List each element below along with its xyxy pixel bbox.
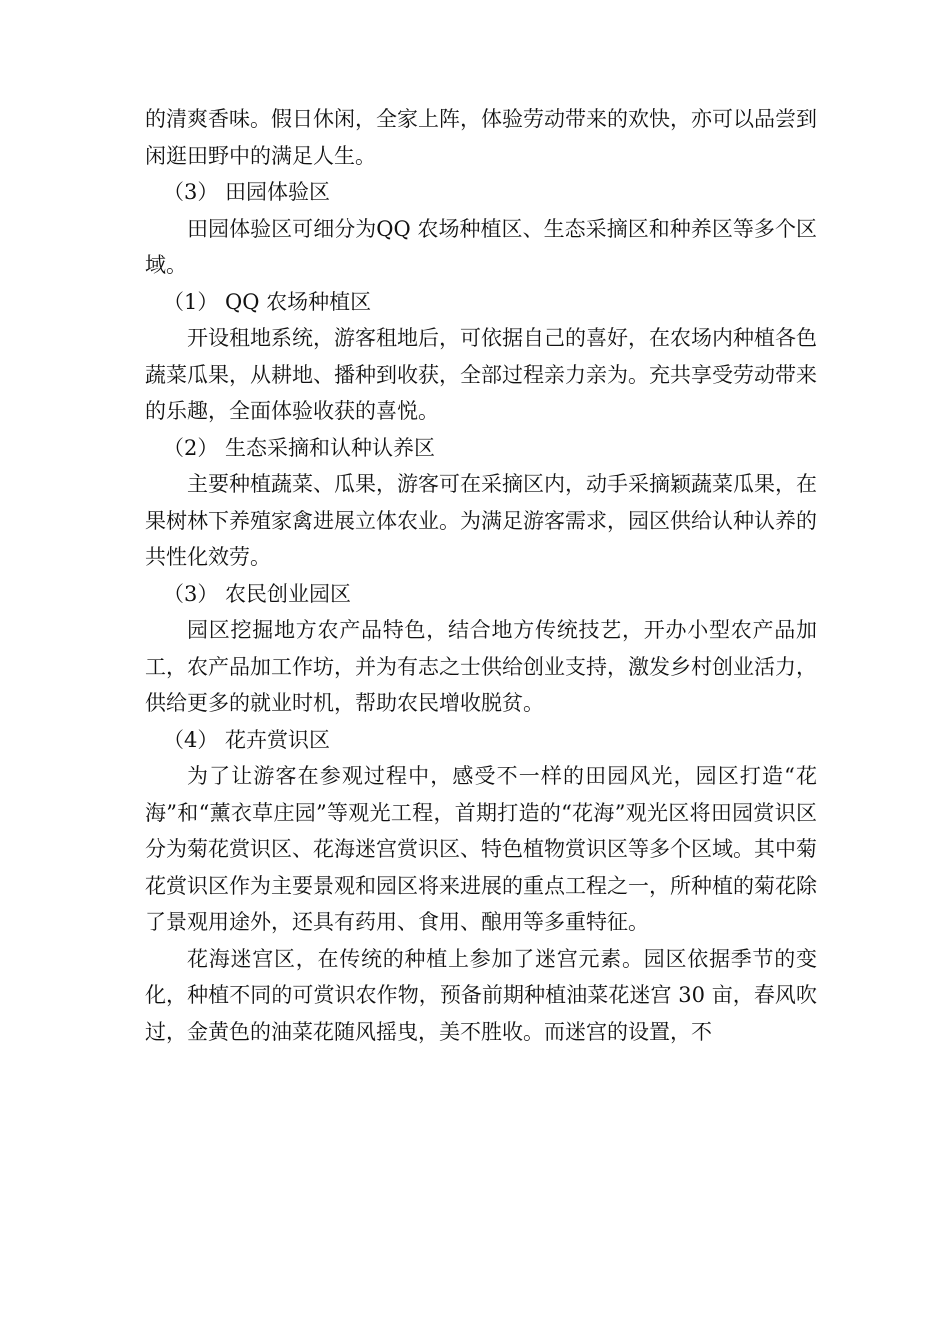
section-heading-field-experience: （3） 田园体验区 [163, 180, 331, 204]
paragraph-flower-maze: 花海迷宫区，在传统的种植上参加了迷宫元素。园区依据季节的变化，种植不同的可赏识农作物，预备前期种植油菜花迷宫 30 亩，春风吹过，金黄色的油菜花随风摇曳，美不胜收。而迷宫的设置，不 [145, 946, 817, 1044]
paragraph-flower-viewing: 为了让游客在参观过程中，感受不一样的田园风光，园区打造“花海”和“薰衣草庄园”等观光工程，首期打造的“花海”观光区将田园赏识区分为菊花赏识区、花海迷宫赏识区、特色植物赏识区等多个区域。其中菊花赏识区作为主要景观和园区将来进展的重点工程之一，所种植的菊花除了景观用途外，还具有药用、食用、酿用等多重特征。 [145, 764, 817, 934]
paragraph-continuation: 的清爽香味。假日休闲，全家上阵，体验劳动带来的欢快，亦可以品尝到闲逛田野中的满足人生。 [145, 107, 817, 168]
section-heading-farmer-startup: （3） 农民创业园区 [163, 581, 352, 606]
section-heading-flower-viewing: （4） 花卉赏识区 [163, 727, 331, 752]
section-heading-qq-farm: （1） QQ 农场种植区 [163, 289, 372, 314]
section-heading-picking: （2） 生态采摘和认种认养区 [163, 435, 436, 460]
paragraph-field-experience: 田园体验区可细分为QQ 农场种植区、生态采摘区和种养区等多个区域。 [145, 216, 817, 277]
paragraph-picking: 主要种植蔬菜、瓜果，游客可在采摘区内，动手采摘颖蔬菜瓜果，在果树林下养殖家禽进展立体农业。为满足游客需求，园区供给认种认养的共性化效劳。 [145, 472, 817, 569]
paragraph-qq-farm: 开设租地系统，游客租地后，可依据自己的喜好，在农场内种植各色蔬菜瓜果，从耕地、播种到收获，全部过程亲力亲为。充共享受劳动带来的乐趣，全面体验收获的喜悦。 [145, 326, 817, 423]
document-page [145, 101, 817, 1050]
paragraph-farmer-startup: 园区挖掘地方农产品特色，结合地方传统技艺，开办小型农产品加工，农产品加工作坊，并为有志之士供给创业支持，激发乡村创业活力，供给更多的就业时机，帮助农民增收脱贫。 [145, 618, 817, 715]
